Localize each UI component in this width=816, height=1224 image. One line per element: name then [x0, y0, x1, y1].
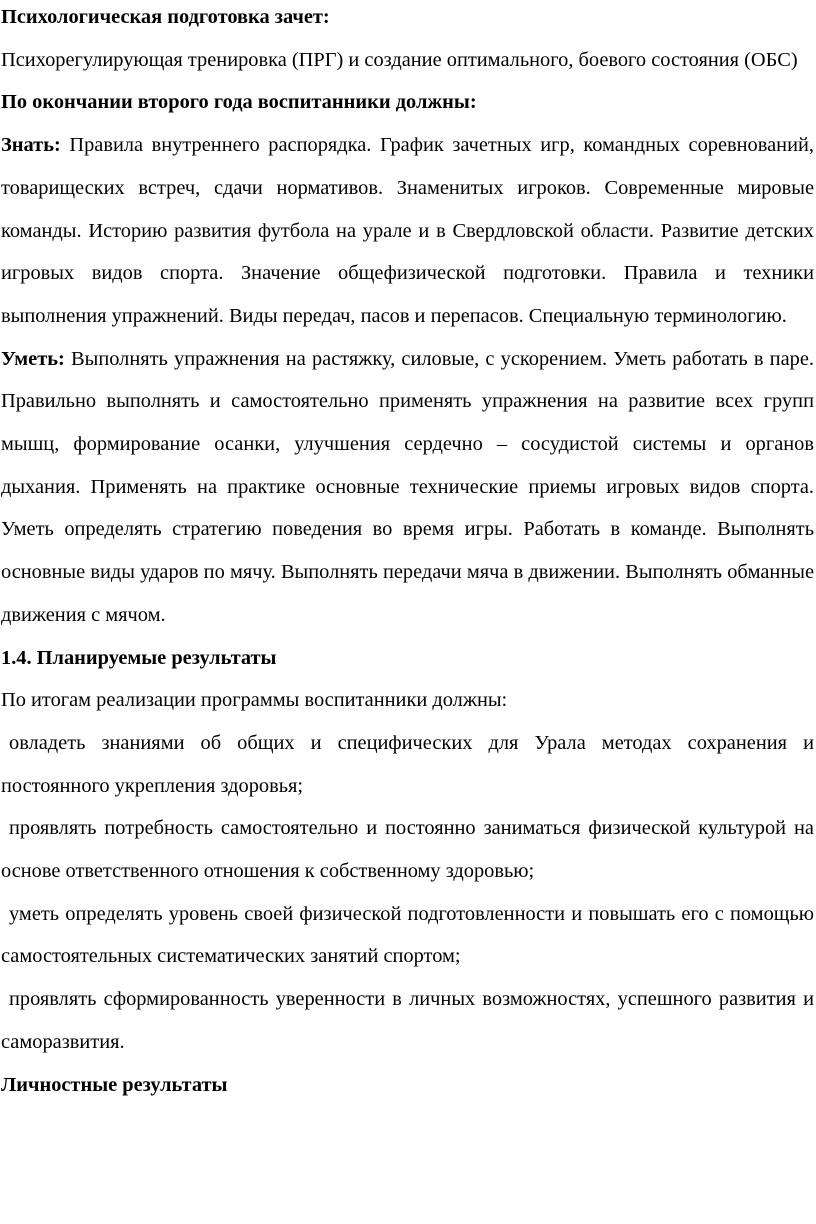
psych-text: Психорегулирующая тренировка (ПРГ) и создание оптимального, боевого состояния (ОБС) — [1, 48, 798, 71]
can-label: Уметь: — [1, 347, 65, 370]
know-label: Знать: — [1, 134, 61, 157]
results-item-3: уметь определять уровень своей физической подготовленности и повышать его с помощью самостоятельных систематических занятий спортом; — [1, 902, 814, 968]
results-intro: По итогам реализации программы воспитанники должны: — [1, 689, 508, 712]
second-year-heading: По окончании второго года воспитанники должны: — [1, 91, 477, 114]
know-text: Правила внутреннего распорядка. График зачетных игр, командных соревнований, товарищеских встреч, сдачи нормативов. Знаменитых игроков. Современные мировые команды. Историю развития футбола на урале и в Свердловской области. Развитие детских игровых видов спорта. Значение общефизической подготовки. Правила и техники выполнения упражнений. Виды передач, пасов и перепасов. Специальную терминологию. — [1, 134, 814, 327]
can-text: Выполнять упражнения на растяжку, силовые, с ускорением. Уметь работать в паре. Правильно выполнять и самостоятельно применять упражнения на развитие всех групп мышц, формирование осанки, улучшения сердечно – сосудистой системы и органов дыхания. Применять на практике основные технические приемы игровых видов спорта. Уметь определять стратегию поведения во время игры. Работать в команде. Выполнять основные виды ударов по мячу. Выполнять передачи мяча в движении. Выполнять обманные движения с мячом. — [1, 347, 814, 626]
know-paragraph — [1, 124, 814, 338]
personal-results-heading: Личностные результаты — [1, 1073, 228, 1096]
results-item-1: овладеть знаниями об общих и специфических для Урала методах сохранения и постоянного укрепления здоровья; — [1, 731, 814, 797]
results-item-4: проявлять сформированность уверенности в личных возможностях, успешного развития и саморазвития. — [1, 988, 814, 1053]
results-item-2: проявлять потребность самостоятельно и постоянно заниматься физической культурой на основе ответственного отношения к собственному здоровью; — [1, 817, 814, 883]
results-heading: 1.4. Планируемые результаты — [1, 646, 277, 669]
can-paragraph — [1, 338, 814, 637]
psych-heading: Психологическая подготовка зачет: — [1, 6, 330, 28]
